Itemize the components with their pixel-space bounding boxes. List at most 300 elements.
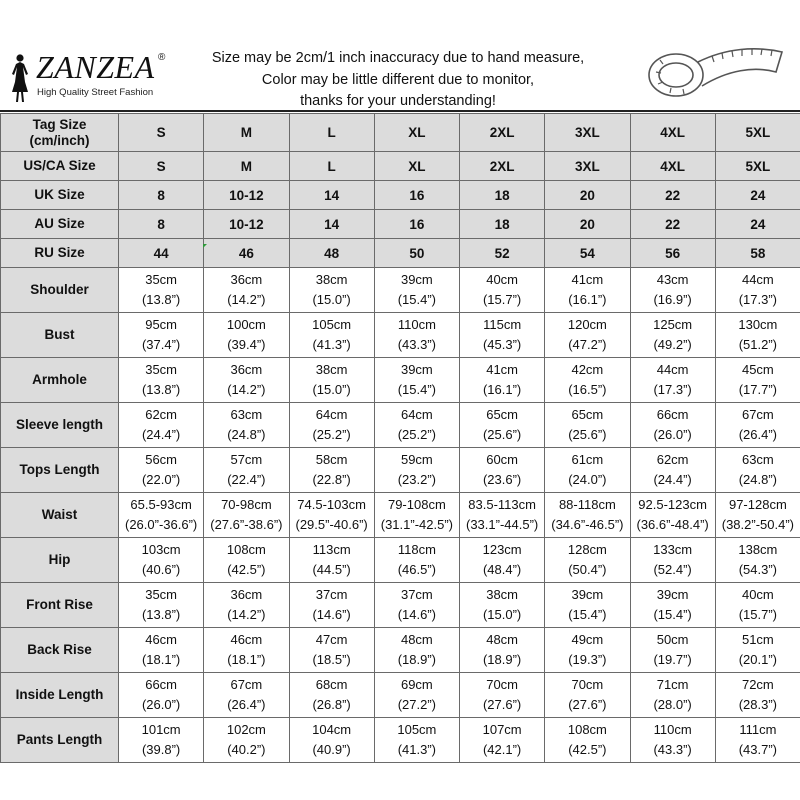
- inch-value: (54.3”): [738, 562, 778, 577]
- row-label: Shoulder: [1, 268, 119, 313]
- inch-value: (13.8”): [141, 292, 181, 307]
- cm-value: 125cm: [653, 317, 693, 332]
- inch-value: (25.6”): [482, 427, 522, 442]
- cm-value: 44cm: [656, 362, 689, 377]
- measurement-cell: [289, 538, 374, 583]
- measurement-cell: [119, 268, 204, 313]
- row-label: Front Rise: [1, 583, 119, 628]
- cm-value: 123cm: [482, 542, 522, 557]
- inch-value: (23.6”): [482, 472, 522, 487]
- measurement-cell: [374, 628, 459, 673]
- measurement-cell: [630, 448, 715, 493]
- cm-value: 38cm: [486, 587, 519, 602]
- inch-value: (34.6”-46.5”): [551, 517, 624, 532]
- measurement-cell: [204, 493, 289, 538]
- size-cell: 8: [119, 181, 204, 210]
- inch-value: (14.2”): [227, 382, 266, 397]
- cm-value: 130cm: [738, 317, 778, 332]
- size-cell: XL: [374, 114, 459, 152]
- inch-value: (36.6”-48.4”): [636, 517, 709, 532]
- row-label: US/CA Size: [1, 152, 119, 181]
- size-cell: 14: [289, 181, 374, 210]
- cm-value: 58cm: [315, 452, 348, 467]
- measurement-cell: [545, 358, 630, 403]
- inch-value: (15.4”): [653, 607, 692, 622]
- cm-value: 72cm: [741, 677, 774, 692]
- cm-value: 66cm: [656, 407, 689, 422]
- cm-value: 70cm: [486, 677, 519, 692]
- inch-value: (18.1”): [141, 652, 181, 667]
- cm-value: 36cm: [230, 587, 263, 602]
- measurement-cell: [289, 718, 374, 763]
- size-cell: L: [289, 114, 374, 152]
- measurement-cell: [289, 268, 374, 313]
- row-label: Inside Length: [1, 673, 119, 718]
- inch-value: (15.0”): [312, 382, 351, 397]
- measurement-cell: [630, 313, 715, 358]
- size-cell: 24: [715, 210, 800, 239]
- size-cell: 5XL: [715, 114, 800, 152]
- size-cell: 48: [289, 239, 374, 268]
- size-cell: 4XL: [630, 152, 715, 181]
- measurement-cell: [630, 403, 715, 448]
- cm-value: 128cm: [567, 542, 607, 557]
- size-cell: M: [204, 114, 289, 152]
- measurement-cell: [119, 493, 204, 538]
- cm-value: 36cm: [230, 362, 263, 377]
- cm-value: 40cm: [741, 587, 774, 602]
- inch-value: (19.7”): [653, 652, 692, 667]
- row-label: Hip: [1, 538, 119, 583]
- cm-value: 36cm: [230, 272, 263, 287]
- measurement-cell: [715, 673, 800, 718]
- measurement-cell: [374, 403, 459, 448]
- size-cell: 58: [715, 239, 800, 268]
- measurement-row: [1, 403, 800, 448]
- size-cell: 2XL: [460, 114, 545, 152]
- cm-value: 120cm: [567, 317, 607, 332]
- size-cell: 16: [374, 210, 459, 239]
- inch-value: (15.4”): [397, 382, 437, 397]
- cm-value: 92.5-123cm: [638, 497, 707, 512]
- inch-value: (50.4”): [568, 562, 607, 577]
- cm-value: 70-98cm: [221, 497, 272, 512]
- measurement-cell: [630, 583, 715, 628]
- size-cell: 54: [545, 239, 630, 268]
- measurement-cell: [460, 628, 545, 673]
- row-label: Armhole: [1, 358, 119, 403]
- measurement-cell: [119, 673, 204, 718]
- inch-value: (37.4”): [141, 337, 181, 352]
- inch-value: (47.2”): [568, 337, 607, 352]
- notice-line: Color may be little different due to monitor,: [261, 71, 535, 88]
- cm-value: 103cm: [141, 542, 181, 557]
- size-cell: 18: [460, 210, 545, 239]
- measurement-cell: [715, 403, 800, 448]
- inch-value: (41.3”): [397, 742, 437, 757]
- cm-value: 95cm: [145, 317, 178, 332]
- measurement-cell: [460, 448, 545, 493]
- measurement-cell: [715, 538, 800, 583]
- row-label: Bust: [1, 313, 119, 358]
- inch-value: (39.8”): [141, 742, 181, 757]
- measurement-cell: [630, 493, 715, 538]
- cm-value: 37cm: [315, 587, 348, 602]
- cm-value: 67cm: [741, 407, 774, 422]
- cm-value: 39cm: [400, 362, 433, 377]
- size-cell: 16: [374, 181, 459, 210]
- measurement-cell: [374, 268, 459, 313]
- size-cell: S: [119, 114, 204, 152]
- cm-value: 51cm: [741, 632, 774, 647]
- cm-value: 79-108cm: [387, 497, 446, 512]
- inch-value: (22.0”): [141, 472, 181, 487]
- measurement-notice: [196, 48, 600, 113]
- size-cell: 5XL: [715, 152, 800, 181]
- size-cell: 44: [119, 239, 204, 268]
- inch-value: (27.6”): [482, 697, 522, 712]
- measurement-cell: [119, 358, 204, 403]
- inch-value: (42.5”): [568, 742, 607, 757]
- inch-value: (24.8”): [227, 427, 266, 442]
- measurement-cell: [545, 673, 630, 718]
- inch-value: (43.7”): [738, 742, 778, 757]
- size-cell: 14: [289, 210, 374, 239]
- cm-value: 105cm: [312, 317, 352, 332]
- inch-value: (44.5”): [312, 562, 351, 577]
- measurement-cell: [374, 583, 459, 628]
- cm-value: 42cm: [571, 362, 604, 377]
- inch-value: (26.0”): [653, 427, 692, 442]
- measurement-cell: [289, 358, 374, 403]
- measurement-cell: [119, 313, 204, 358]
- size-cell: 3XL: [545, 152, 630, 181]
- measurement-cell: [545, 268, 630, 313]
- cm-value: 48cm: [486, 632, 519, 647]
- cm-value: 43cm: [656, 272, 689, 287]
- measurement-cell: [545, 448, 630, 493]
- measurement-cell: [460, 313, 545, 358]
- measurement-cell: [289, 628, 374, 673]
- row-label: Tag Size (cm/inch): [1, 114, 119, 152]
- measurement-cell: [374, 673, 459, 718]
- measurement-cell: [545, 313, 630, 358]
- measurement-cell: [460, 673, 545, 718]
- measurement-cell: [119, 538, 204, 583]
- measurement-cell: [289, 583, 374, 628]
- measurement-cell: [204, 448, 289, 493]
- inch-value: (14.2”): [227, 607, 266, 622]
- notice-line: Size may be 2cm/1 inch inaccuracy due to hand measure,: [211, 50, 585, 66]
- measurement-cell: [204, 313, 289, 358]
- size-cell: L: [289, 152, 374, 181]
- measurement-cell: [630, 718, 715, 763]
- inch-value: (39.4”): [227, 337, 266, 352]
- row-label: Waist: [1, 493, 119, 538]
- cm-value: 39cm: [656, 587, 689, 602]
- measurement-cell: [374, 358, 459, 403]
- measurement-cell: [630, 673, 715, 718]
- inch-value: (26.4”): [227, 697, 266, 712]
- inch-value: (15.0”): [482, 607, 522, 622]
- cm-value: 111cm: [739, 722, 777, 737]
- size-row: [1, 239, 800, 268]
- measurement-cell: [204, 268, 289, 313]
- cm-value: 35cm: [145, 362, 178, 377]
- cm-value: 46cm: [145, 632, 178, 647]
- cm-value: 39cm: [400, 272, 433, 287]
- measurement-cell: [460, 268, 545, 313]
- row-label: UK Size: [1, 181, 119, 210]
- notice-line: thanks for your understanding!: [300, 93, 496, 109]
- inch-value: (17.3”): [738, 292, 778, 307]
- size-cell: 20: [545, 181, 630, 210]
- measurement-cell: [289, 673, 374, 718]
- size-cell: 8: [119, 210, 204, 239]
- measurement-cell: [545, 493, 630, 538]
- size-cell: 46: [204, 239, 289, 268]
- measurement-cell: [204, 403, 289, 448]
- cm-value: 61cm: [571, 452, 604, 467]
- size-row: [1, 114, 800, 152]
- inch-value: (25.2”): [397, 427, 437, 442]
- cm-value: 37cm: [400, 587, 433, 602]
- inch-value: (25.2”): [312, 427, 351, 442]
- cm-value: 66cm: [145, 677, 178, 692]
- size-conversion-rows: [1, 114, 800, 268]
- inch-value: (14.2”): [227, 292, 266, 307]
- inch-value: (45.3”): [482, 337, 522, 352]
- cm-value: 64cm: [315, 407, 348, 422]
- cm-value: 108cm: [567, 722, 607, 737]
- cm-value: 110cm: [397, 317, 436, 332]
- size-cell: S: [119, 152, 204, 181]
- measurement-cell: [715, 358, 800, 403]
- inch-value: (52.4”): [653, 562, 692, 577]
- measurement-cell: [204, 628, 289, 673]
- size-cell: 4XL: [630, 114, 715, 152]
- measurement-cell: [545, 583, 630, 628]
- cm-value: 113cm: [312, 542, 351, 557]
- inch-value: (17.3”): [653, 382, 692, 397]
- measurement-cell: [204, 583, 289, 628]
- inch-value: (51.2”): [738, 337, 778, 352]
- measurement-cell: [374, 493, 459, 538]
- inch-value: (24.4”): [141, 427, 181, 442]
- inch-value: (26.0”): [141, 697, 181, 712]
- inch-value: (28.0”): [653, 697, 692, 712]
- cm-value: 105cm: [397, 722, 437, 737]
- measurement-row: [1, 628, 800, 673]
- cm-value: 49cm: [571, 632, 604, 647]
- measurement-cell: [119, 448, 204, 493]
- size-cell: 52: [460, 239, 545, 268]
- measurement-cell: [289, 313, 374, 358]
- cm-value: 68cm: [315, 677, 348, 692]
- inch-value: (13.8”): [141, 607, 181, 622]
- cm-value: 97-128cm: [728, 497, 787, 512]
- cm-value: 69cm: [400, 677, 433, 692]
- measurement-cell: [204, 673, 289, 718]
- cm-value: 110cm: [653, 722, 692, 737]
- cm-value: 45cm: [741, 362, 774, 377]
- inch-value: (18.5”): [312, 652, 351, 667]
- cm-value: 47cm: [315, 632, 348, 647]
- cm-value: 57cm: [230, 452, 263, 467]
- inch-value: (16.1”): [568, 292, 607, 307]
- inch-value: (40.2”): [227, 742, 266, 757]
- inch-value: (14.6”): [397, 607, 437, 622]
- row-label: AU Size: [1, 210, 119, 239]
- header: [0, 0, 800, 112]
- cm-value: 64cm: [400, 407, 433, 422]
- size-cell: 18: [460, 181, 545, 210]
- cm-value: 38cm: [315, 362, 348, 377]
- cm-value: 115cm: [483, 317, 522, 332]
- row-label: RU Size: [1, 239, 119, 268]
- measuring-tape-icon: [636, 42, 786, 108]
- size-cell: 2XL: [460, 152, 545, 181]
- inch-value: (48.4”): [482, 562, 522, 577]
- inch-value: (28.3”): [738, 697, 778, 712]
- size-chart-table: [0, 113, 800, 763]
- cm-value: 133cm: [653, 542, 693, 557]
- brand-logo: [4, 44, 184, 108]
- size-cell: 22: [630, 181, 715, 210]
- inch-value: (27.6”): [568, 697, 607, 712]
- measurement-cell: [374, 538, 459, 583]
- inch-value: (19.3”): [568, 652, 607, 667]
- measurement-cell: [119, 403, 204, 448]
- inch-value: (15.7”): [482, 292, 522, 307]
- measurement-cell: [630, 268, 715, 313]
- measurement-cell: [545, 538, 630, 583]
- measurement-cell: [460, 538, 545, 583]
- measurement-cell: [715, 493, 800, 538]
- size-cell: 10-12: [204, 181, 289, 210]
- cm-value: 46cm: [230, 632, 263, 647]
- inch-value: (40.9”): [312, 742, 351, 757]
- cm-value: 101cm: [141, 722, 181, 737]
- measurement-row: [1, 358, 800, 403]
- cm-value: 35cm: [145, 272, 178, 287]
- cm-value: 65cm: [486, 407, 519, 422]
- measurement-row: [1, 538, 800, 583]
- measurement-row: [1, 448, 800, 493]
- cm-value: 50cm: [656, 632, 689, 647]
- inch-value: (24.0”): [568, 472, 607, 487]
- size-cell: 50: [374, 239, 459, 268]
- inch-value: (15.4”): [397, 292, 437, 307]
- size-cell: 22: [630, 210, 715, 239]
- inch-value: (16.5”): [568, 382, 607, 397]
- cm-value: 40cm: [486, 272, 519, 287]
- measurement-cell: [204, 538, 289, 583]
- measurement-cell: [289, 403, 374, 448]
- cm-value: 70cm: [571, 677, 604, 692]
- cm-value: 44cm: [741, 272, 774, 287]
- measurement-cell: [545, 718, 630, 763]
- inch-value: (29.5”-40.6”): [295, 517, 368, 532]
- measurement-cell: [374, 313, 459, 358]
- inch-value: (46.5”): [397, 562, 437, 577]
- inch-value: (17.7”): [738, 382, 778, 397]
- cm-value: 41cm: [571, 272, 604, 287]
- row-label: Sleeve length: [1, 403, 119, 448]
- row-label: Back Rise: [1, 628, 119, 673]
- inch-value: (18.1”): [227, 652, 266, 667]
- inch-value: (20.1”): [738, 652, 778, 667]
- measurement-cell: [289, 493, 374, 538]
- inch-value: (27.2”): [397, 697, 437, 712]
- measurement-row: [1, 268, 800, 313]
- inch-value: (24.8”): [738, 472, 778, 487]
- measurement-cell: [374, 718, 459, 763]
- measurement-cell: [204, 718, 289, 763]
- inch-value: (26.4”): [738, 427, 778, 442]
- cm-value: 65cm: [571, 407, 604, 422]
- size-cell: 24: [715, 181, 800, 210]
- measurement-cell: [460, 358, 545, 403]
- cm-value: 67cm: [230, 677, 263, 692]
- measurement-row: [1, 493, 800, 538]
- measurement-cell: [630, 358, 715, 403]
- inch-value: (25.6”): [568, 427, 607, 442]
- measurement-rows: [1, 268, 800, 763]
- inch-value: (14.6”): [312, 607, 351, 622]
- cm-value: 138cm: [738, 542, 778, 557]
- inch-value: (16.9”): [653, 292, 692, 307]
- inch-value: (24.4”): [653, 472, 692, 487]
- size-row: [1, 152, 800, 181]
- cm-value: 100cm: [226, 317, 266, 332]
- inch-value: (16.1”): [482, 382, 522, 397]
- cm-value: 65.5-93cm: [130, 497, 192, 512]
- inch-value: (43.3”): [653, 742, 692, 757]
- cm-value: 62cm: [656, 452, 689, 467]
- woman-silhouette-icon: [6, 52, 34, 104]
- measurement-row: [1, 673, 800, 718]
- measurement-row: [1, 313, 800, 358]
- measurement-cell: [715, 583, 800, 628]
- inch-value: (49.2”): [653, 337, 692, 352]
- inch-value: (15.0”): [312, 292, 351, 307]
- inch-value: (18.9”): [482, 652, 522, 667]
- inch-value: (38.2”-50.4”): [721, 517, 794, 532]
- cm-value: 48cm: [400, 632, 433, 647]
- registered-mark: ®: [158, 52, 166, 63]
- size-cell: 20: [545, 210, 630, 239]
- brand-name: ZANZEA: [36, 49, 155, 85]
- measurement-cell: [374, 448, 459, 493]
- size-cell: M: [204, 152, 289, 181]
- cm-value: 74.5-103cm: [297, 497, 366, 512]
- cm-value: 71cm: [656, 677, 689, 692]
- inch-value: (18.9”): [397, 652, 437, 667]
- inch-value: (23.2”): [397, 472, 437, 487]
- measurement-cell: [119, 718, 204, 763]
- size-cell: 3XL: [545, 114, 630, 152]
- measurement-cell: [460, 493, 545, 538]
- measurement-cell: [460, 583, 545, 628]
- inch-value: (42.5”): [227, 562, 266, 577]
- measurement-row: [1, 718, 800, 763]
- inch-value: (31.1”-42.5”): [380, 517, 453, 532]
- measurement-row: [1, 583, 800, 628]
- measurement-cell: [460, 718, 545, 763]
- measurement-cell: [630, 628, 715, 673]
- measurement-cell: [715, 268, 800, 313]
